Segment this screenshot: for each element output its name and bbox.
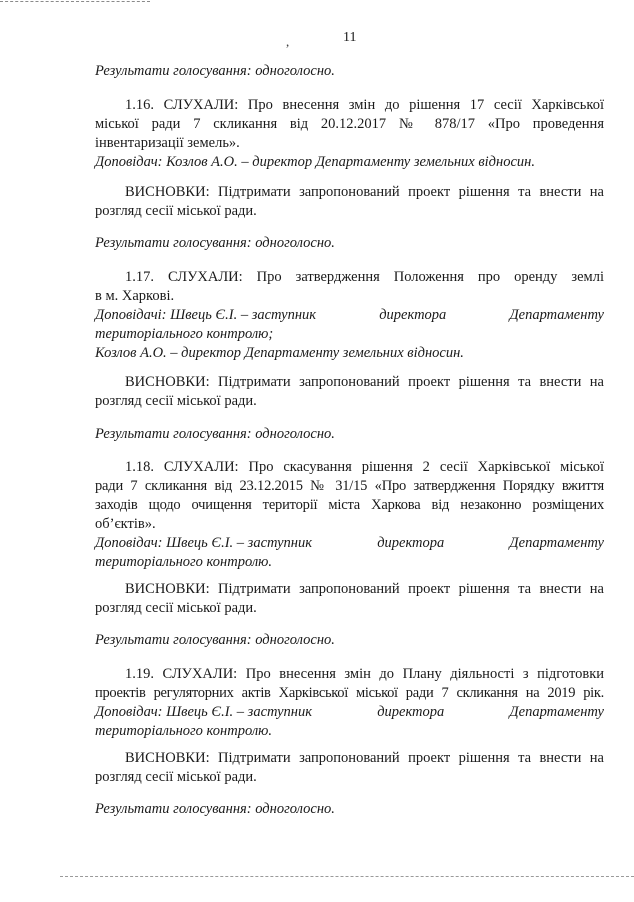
vote-result: Результати голосування: одноголосно. [95,426,335,442]
page-number: 11 [343,30,357,45]
item-heading-line: 1.18. СЛУХАЛИ: Про скасування рішення 2 сесії Харківської міської [125,459,604,475]
speaker-position: директора [379,307,447,323]
vote-result: Результати голосування: одноголосно. [95,801,335,817]
scan-edge-bottom [60,876,634,877]
item-text-line: ради 7 скликання від 23.12.2015 № 31/15 «Про затвердження Порядку вжиття [95,478,604,494]
item-text-line: інвентаризації земель». [95,135,240,151]
vote-result: Результати голосування: одноголосно. [95,235,335,251]
speaker-line [95,703,604,722]
item-1-19 [95,665,604,741]
conclusion-line: розгляд сесії міської ради. [95,393,257,409]
item-text-line: проектів регуляторних актів Харківської міської ради 7 скликання на 2019 рік. [95,685,604,701]
item-text-line: об’єктів». [95,516,156,532]
conclusion-line: розгляд сесії міської ради. [95,600,257,616]
item-1-18 [95,458,604,572]
speaker-department: Департаменту [509,535,604,551]
speaker-department: Департаменту [509,307,604,323]
speaker-department: Департаменту [509,704,604,720]
speaker-line-cont: територіального контролю. [95,723,273,739]
item-heading-line: 1.16. СЛУХАЛИ: Про внесення змін до рішення 17 сесії Харківської [125,97,604,113]
conclusion-line: ВИСНОВКИ: Підтримати запропонований проект рішення та внести на [125,750,604,766]
conclusion-1-18 [95,580,604,618]
conclusion-1-19 [95,749,604,787]
item-text-line: в м. Харкові. [95,288,175,304]
conclusion-line: ВИСНОВКИ: Підтримати запропонований проект рішення та внести на [125,184,604,200]
item-text-line: заходів щодо очищення території міста Харкова від незаконно розміщених [95,497,604,513]
vote-result: Результати голосування: одноголосно. [95,63,335,79]
speaker-line-cont: територіального контролю. [95,554,273,570]
speaker-name: Доповідачі: Швець Є.І. – заступник [95,307,317,323]
speaker-line: Доповідач: Козлов А.О. – директор Департаменту земельних відносин. [95,154,535,170]
speaker-position: директора [377,535,445,551]
speaker-line-cont: територіального контролю; [95,326,274,342]
stray-mark: , [286,34,290,49]
speaker-line-2: Козлов А.О. – директор Департаменту земельних відносин. [95,345,464,361]
conclusion-1-16 [95,183,604,221]
vote-result: Результати голосування: одноголосно. [95,632,335,648]
speaker-name: Доповідач: Швець Є.І. – заступник [95,535,313,551]
conclusion-1-17 [95,373,604,411]
speaker-name: Доповідач: Швець Є.І. – заступник [95,704,313,720]
speaker-line [95,534,604,553]
item-1-16 [95,96,604,172]
conclusion-line: розгляд сесії міської ради. [95,769,257,785]
conclusion-line: ВИСНОВКИ: Підтримати запропонований проект рішення та внести на [125,374,604,390]
speaker-line [95,306,604,325]
scan-edge-top [0,1,150,2]
speaker-position: директора [377,704,445,720]
item-heading-line: 1.19. СЛУХАЛИ: Про внесення змін до Плану діяльності з підготовки [125,666,604,682]
item-1-17 [95,268,604,363]
item-text-line: міської ради 7 скликання від 20.12.2017 № 878/17 «Про проведення [95,116,604,132]
conclusion-line: розгляд сесії міської ради. [95,203,257,219]
item-heading-line: 1.17. СЛУХАЛИ: Про затвердження Положення про оренду землі [125,269,604,285]
conclusion-line: ВИСНОВКИ: Підтримати запропонований проект рішення та внести на [125,581,604,597]
